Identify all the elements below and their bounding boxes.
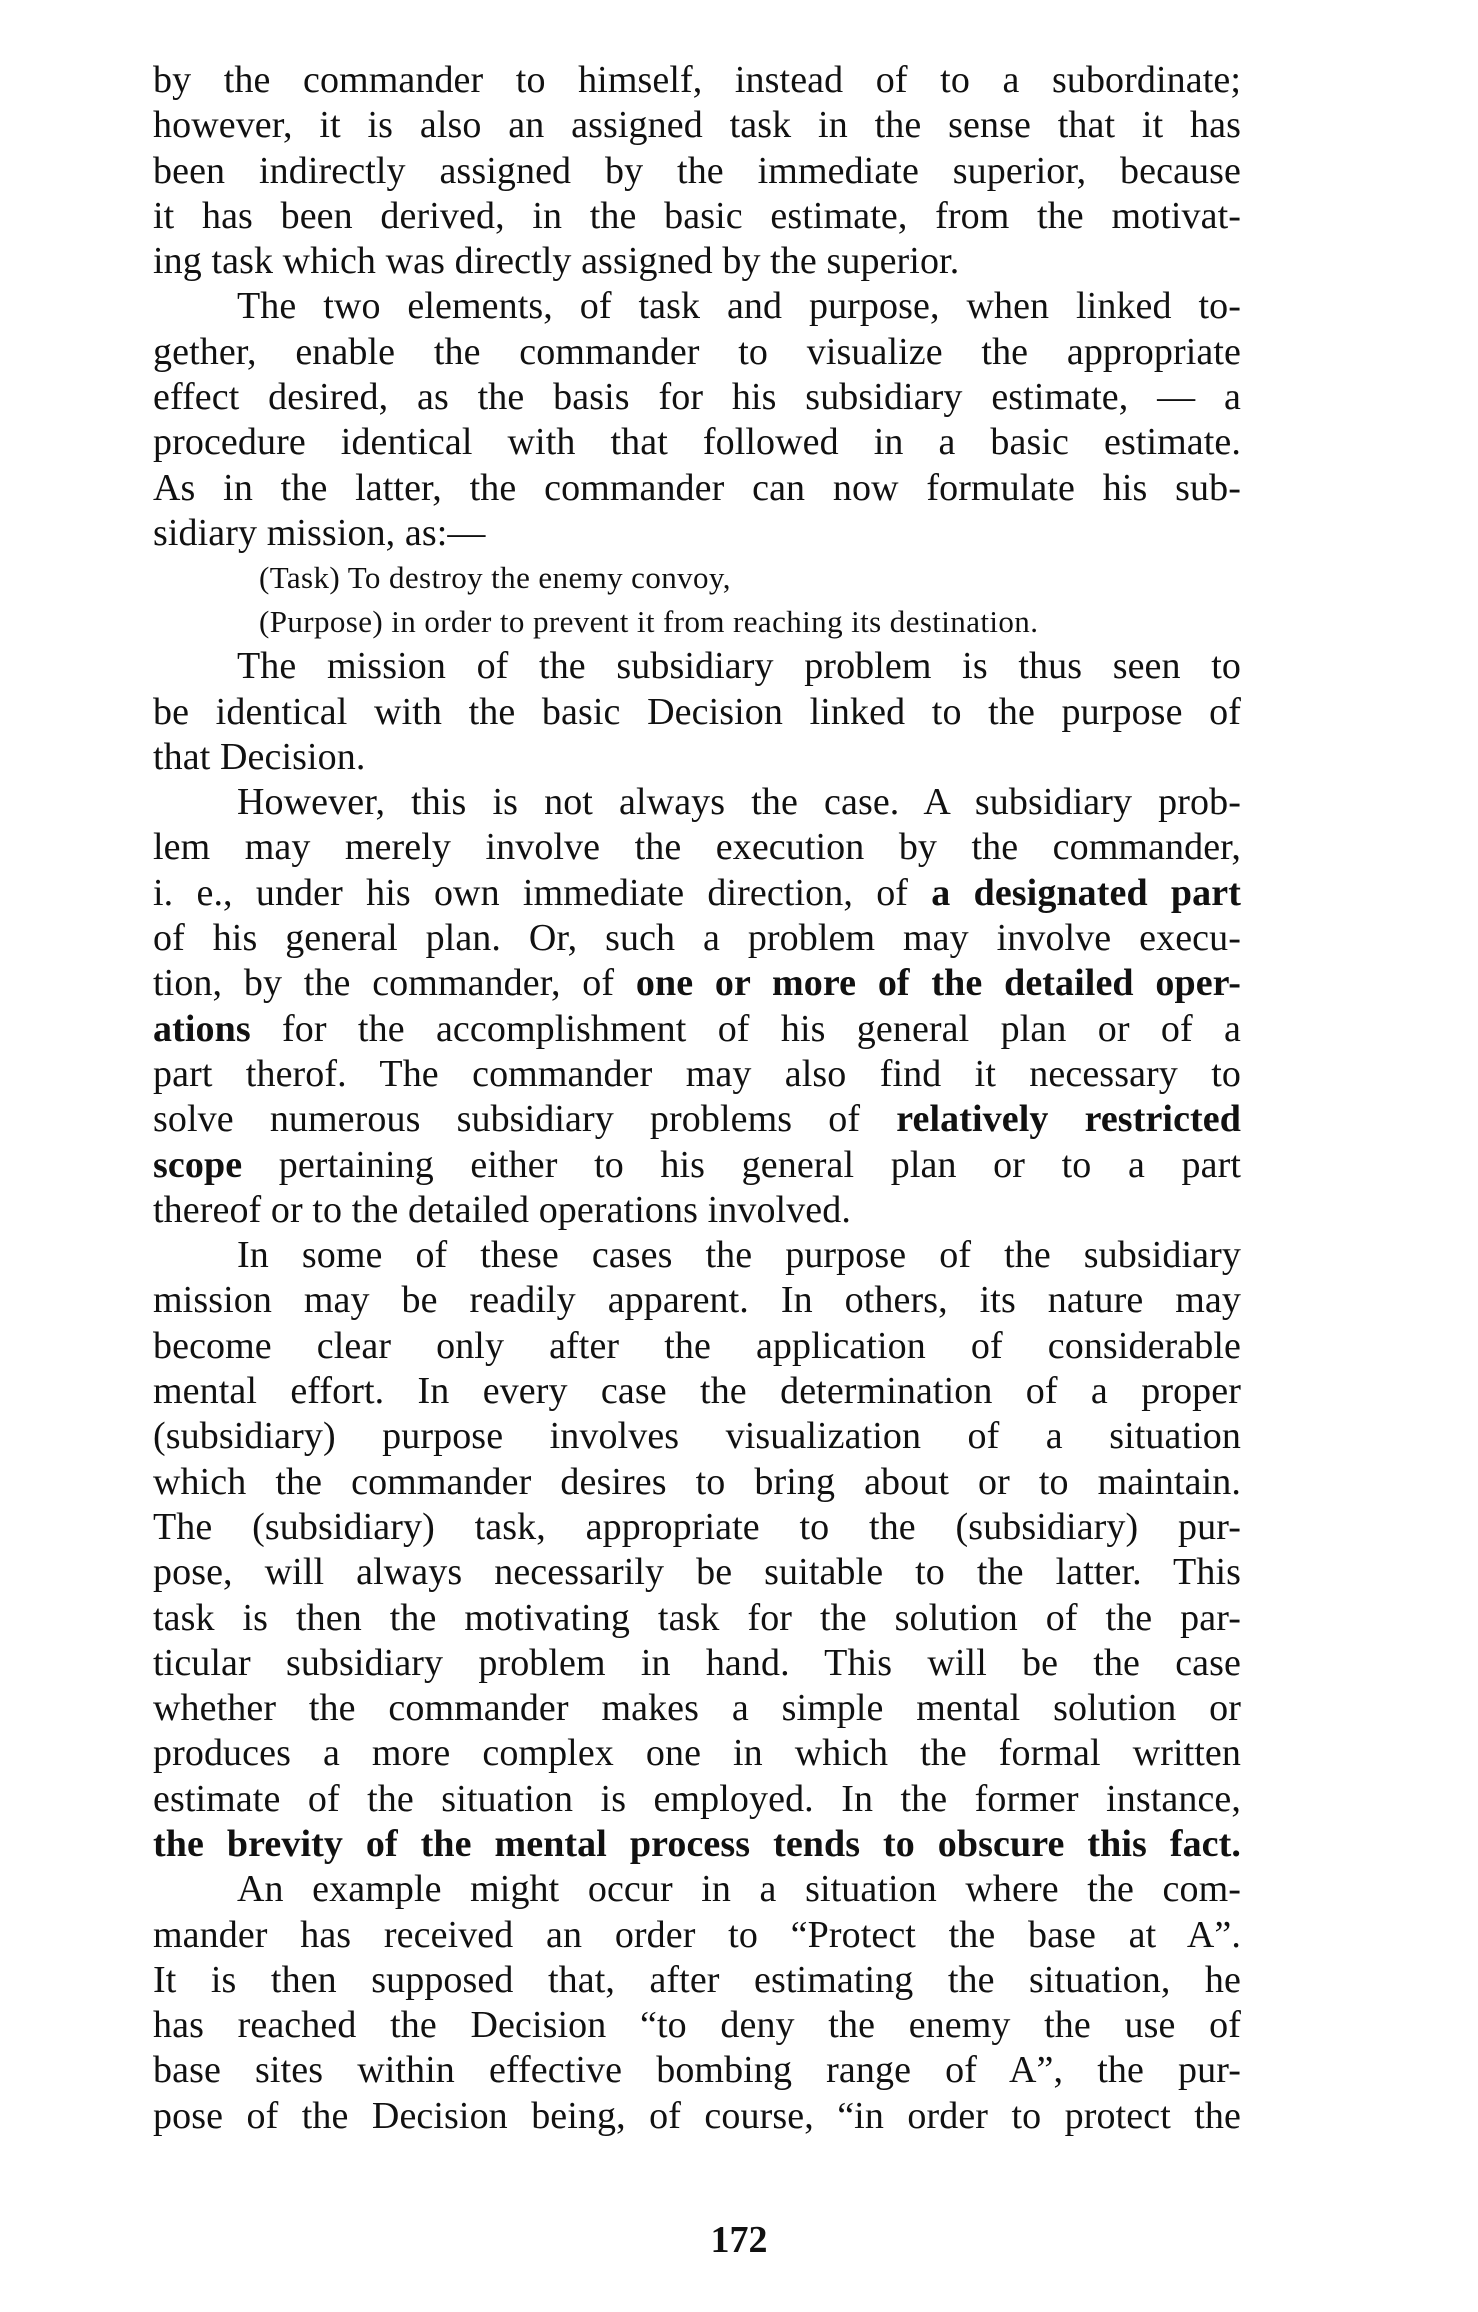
text-run: tion, by the commander, of [153, 962, 636, 1005]
text-line: pose, will always necessarily be suitable to the latter. This [153, 1551, 1241, 1594]
text-line: produces a more complex one in which the formal written [153, 1732, 1241, 1775]
text-line [153, 871, 1241, 916]
text-run: pertaining either to his general plan or to a part [242, 1143, 1241, 1186]
text-line: been indirectly assigned by the immediate superior, because [153, 149, 1241, 192]
paragraph-3 [153, 644, 1241, 780]
text-line: become clear only after the application of considerable [153, 1324, 1241, 1367]
text-line: mission may be readily apparent. In others, its nature may [153, 1279, 1241, 1322]
paragraph-2 [153, 284, 1241, 556]
text-line: procedure identical with that followed in a basic estimate. [153, 421, 1241, 464]
paragraph-4 [153, 780, 1241, 1233]
text-line: effect desired, as the basis for his subsidiary estimate, — a [153, 376, 1241, 419]
text-line: by the commander to himself, instead of to a subordinate; [153, 59, 1241, 101]
text-line: which the commander desires to bring about or to maintain. [153, 1460, 1241, 1503]
text-line: be identical with the basic Decision linked to the purpose of [153, 690, 1241, 733]
text-line [153, 1143, 1241, 1188]
text-line: thereof or to the detailed operations involved. [153, 1188, 851, 1231]
paragraph-5 [153, 1233, 1241, 1867]
text-run: solve numerous subsidiary problems of [153, 1098, 897, 1141]
text-line: that Decision. [153, 735, 366, 778]
text-line: has reached the Decision “to deny the enemy the use of [153, 2004, 1241, 2047]
text-line: it has been derived, in the basic estimate, from the motivat- [153, 194, 1241, 237]
text-line [153, 961, 1241, 1006]
text-line: In some of these cases the purpose of the subsidiary [237, 1234, 1241, 1277]
text-line: pose of the Decision being, of course, “in order to protect the [153, 2094, 1241, 2137]
text-line: base sites within effective bombing range of A”, the pur- [153, 2049, 1241, 2092]
text-line: The two elements, of task and purpose, when linked to- [237, 285, 1241, 328]
text-run: for the accomplishment of his general plan or of a [250, 1007, 1241, 1050]
text-line: however, it is also an assigned task in the sense that it has [153, 104, 1241, 147]
page-number: 172 [710, 2219, 768, 2261]
emphasis-run: ations [153, 1007, 251, 1050]
text-line [153, 1007, 1241, 1052]
text-line: estimate of the situation is employed. In the former instance, [153, 1777, 1241, 1820]
text-line: As in the latter, the commander can now formulate his sub- [153, 466, 1241, 509]
text-line: The mission of the subsidiary problem is thus seen to [237, 645, 1241, 688]
text-line: However, this is not always the case. A subsidiary prob- [237, 781, 1241, 824]
text-line: sidiary mission, as:— [153, 511, 486, 554]
text-line: whether the commander makes a simple mental solution or [153, 1687, 1241, 1730]
text-line: part therof. The commander may also find it necessary to [153, 1052, 1241, 1095]
text-line: An example might occur in a situation where the com- [237, 1868, 1241, 1911]
text-line: The (subsidiary) task, appropriate to the (subsidiary) pur- [153, 1505, 1241, 1548]
mission-task-line: (Task) To destroy the enemy convoy, [259, 560, 731, 596]
emphasis-run: a designated part [931, 871, 1241, 914]
page-body [153, 58, 1241, 2139]
text-line: mander has received an order to “Protect the base at A”. [153, 1913, 1241, 1956]
text-line: task is then the motivating task for the solution of the par- [153, 1596, 1241, 1639]
emphasis-line: the brevity of the mental process tends to obscure this fact. [153, 1822, 1241, 1865]
text-line: gether, enable the commander to visualize the appropriate [153, 330, 1241, 373]
text-run: i. e., under his own immediate direction, of [153, 871, 932, 914]
mission-statement [153, 556, 1241, 644]
paragraph-1 [153, 58, 1241, 284]
text-line: lem may merely involve the execution by the commander, [153, 826, 1241, 869]
mission-purpose-line: (Purpose) in order to prevent it from reaching its destination. [259, 604, 1039, 640]
text-line: ticular subsidiary problem in hand. This will be the case [153, 1641, 1241, 1684]
emphasis-run: scope [153, 1143, 243, 1186]
text-line: mental effort. In every case the determination of a proper [153, 1370, 1241, 1413]
emphasis-run: one or more of the detailed oper- [635, 962, 1241, 1005]
emphasis-run: relatively restricted [896, 1098, 1241, 1141]
text-line [153, 1097, 1241, 1142]
paragraph-6 [153, 1867, 1241, 2139]
text-line: ing task which was directly assigned by the superior. [153, 240, 960, 283]
text-line: of his general plan. Or, such a problem may involve execu- [153, 917, 1241, 960]
text-line: It is then supposed that, after estimating the situation, he [153, 1958, 1241, 2001]
text-line: (subsidiary) purpose involves visualization of a situation [153, 1415, 1241, 1458]
